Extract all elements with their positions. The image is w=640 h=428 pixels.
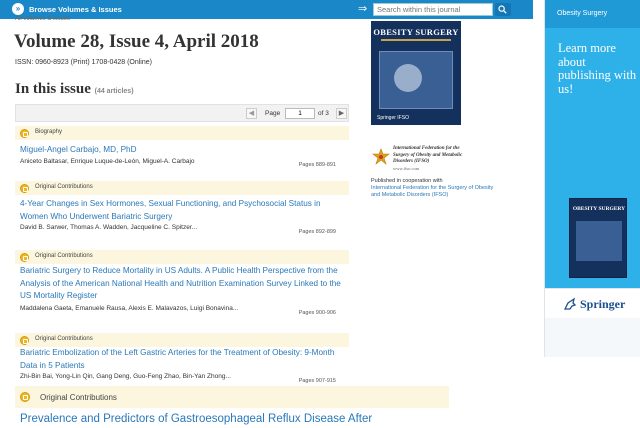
ad-cover-artwork [576, 221, 622, 261]
arrow-right-icon: ⇒ [358, 3, 368, 15]
open-access-icon [20, 129, 29, 138]
article-type: Original Contributions [35, 184, 93, 190]
article-title-link[interactable]: Miguel-Angel Carbajo, MD, PhD [20, 145, 137, 154]
in-this-issue-heading [15, 81, 134, 98]
article-count: (44 articles) [94, 88, 134, 95]
published-in-cooperation-label: Published in cooperation with [371, 178, 443, 184]
article-authors: Aniceto Baltasar, Enrique Luque-de-León, Miguel-A. Carbajo [20, 158, 195, 165]
ifso-link[interactable]: International Federation for the Surgery of Obesity and Metabolic Disorders (IFSO) [371, 185, 494, 198]
article-title-link[interactable]: 4-Year Changes in Sex Hormones, Sexual Functioning, and Psychosocial Status in Women Who Underwent Bariatric Surgery [20, 199, 321, 221]
ad-cover-title: OBESITY SURGERY [572, 206, 626, 212]
open-access-icon [20, 184, 29, 193]
article-authors: Zhi-Bin Bai, Yong-Lin Qin, Gang Deng, Guo-Feng Zhao, Bin-Yan Zhong... [20, 373, 231, 380]
cover-divider [381, 39, 451, 41]
article-type: Original Contributions [35, 336, 93, 342]
page-number-input[interactable] [285, 108, 315, 119]
article-type-row [15, 333, 349, 347]
article-pages: Pages 892-899 [298, 229, 336, 235]
cover-artwork [379, 51, 453, 109]
article-type-row [15, 250, 349, 264]
article-type-row [15, 386, 449, 408]
open-access-icon [20, 253, 29, 262]
ifso-url: www.ifso.com [393, 165, 420, 171]
article-title-link[interactable]: Bariatric Embolization of the Left Gastric Arteries for the Treatment of Obesity: 9-Month Data in 5 Patients [20, 348, 335, 370]
springer-horse-icon [563, 297, 577, 311]
article-title-link[interactable]: Prevalence and Predictors of Gastroesophageal Reflux Disease After [20, 413, 373, 425]
article-type: Original Contributions [40, 393, 117, 402]
journal-search-input[interactable] [373, 3, 493, 16]
ad-header-text: Obesity Surgery [557, 10, 608, 17]
top-nav-bar [0, 0, 533, 19]
article-item [15, 250, 349, 322]
previous-page-button[interactable]: ◀ [246, 108, 257, 119]
browse-volumes-link[interactable] [12, 3, 122, 15]
ad-bottom-space [545, 318, 640, 357]
browse-label: Browse Volumes & Issues [29, 4, 122, 14]
page-title: Volume 28, Issue 4, April 2018 [14, 31, 259, 52]
ifso-name: International Federation for the Surgery of Obesity and Metabolic Disorders (IFSO) [393, 146, 463, 164]
in-issue-label: In this issue [15, 81, 91, 97]
page-total: of 3 [318, 110, 329, 117]
article-item [15, 126, 349, 180]
next-page-button[interactable]: ▶ [336, 108, 347, 119]
ad-cover-image [569, 198, 627, 278]
article-pages: Pages 907-915 [298, 378, 336, 384]
article-authors: David B. Sarwer, Thomas A. Wadden, Jacqueline C. Spitzer... [20, 224, 198, 231]
pagination-bar [15, 104, 349, 122]
ad-header [545, 0, 640, 28]
advertisement-panel[interactable] [545, 0, 640, 357]
browse-icon: » [12, 3, 24, 15]
article-authors: Maddalena Gaeta, Emanuele Rausa, Alexis E. Malavazos, Luigi Bonavina... [20, 305, 239, 312]
ad-text: Learn more about publishing with us! [558, 41, 637, 96]
article-type: Biography [35, 129, 63, 135]
cover-publisher: Springer IFSO [377, 115, 409, 121]
article-title-link[interactable]: Bariatric Surgery to Reduce Mortality in US Adults. A Public Health Perspective from the Analysis of the American National Health and Nutrition Examination Survey Linked to the US Mortality Register [20, 266, 341, 300]
issn-text: ISSN: 0960-8923 (Print) 1708-0428 (Online) [15, 59, 152, 66]
cover-title: OBESITY SURGERY [373, 27, 459, 37]
journal-cover-image[interactable] [371, 21, 461, 125]
article-pages: Pages 889-891 [298, 162, 336, 168]
ad-body [545, 28, 640, 288]
article-item [15, 333, 349, 385]
springer-brand: Springer [580, 297, 626, 311]
article-type-row [15, 181, 349, 195]
open-access-icon [20, 392, 30, 402]
ifso-logo-text [393, 146, 471, 173]
search-button[interactable] [495, 3, 511, 16]
ifso-logo-icon [372, 148, 390, 166]
search-icon [498, 5, 507, 14]
article-type: Original Contributions [35, 253, 93, 259]
article-item [15, 181, 349, 241]
breadcrumb[interactable]: All volumes & issues [15, 16, 71, 22]
page-label: Page [265, 110, 281, 117]
article-pages: Pages 900-906 [298, 310, 336, 316]
open-access-icon [20, 336, 29, 345]
springer-logo [545, 288, 640, 318]
article-type-row [15, 126, 349, 140]
